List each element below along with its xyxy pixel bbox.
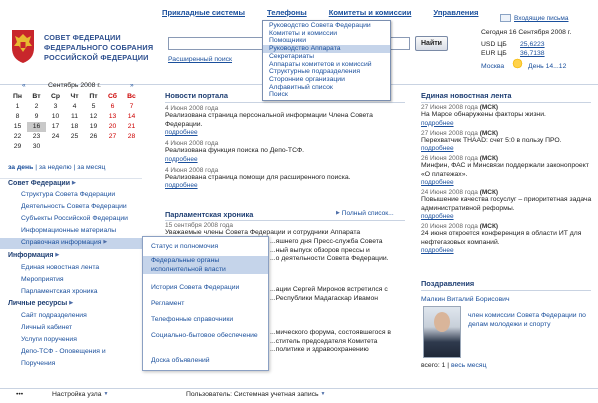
dropdown-item[interactable]: Поиск <box>269 91 288 99</box>
calendar-day[interactable]: 2 <box>34 103 39 110</box>
period-day-link[interactable]: за день <box>8 164 34 171</box>
feed-date: 26 Июня 2008 года (МСК) <box>421 155 499 162</box>
person-name[interactable]: Малкин Виталий Борисович <box>421 296 510 303</box>
extended-search-link[interactable]: Расширенный поиск <box>168 56 233 63</box>
divider <box>421 102 591 103</box>
calendar-day[interactable]: 11 <box>70 113 79 120</box>
divider <box>165 102 405 103</box>
currency-code: USD ЦБ <box>481 41 507 48</box>
dropdown-item[interactable]: Сторонние организации <box>269 75 345 83</box>
site-settings-link[interactable]: Настройка узла ▼ <box>52 391 109 398</box>
divider <box>0 178 142 179</box>
birthdays-total: всего: 1 <box>421 362 446 369</box>
feed-item <box>421 130 593 153</box>
portal-news-title: Новости портала <box>165 91 228 100</box>
calendar-day[interactable]: 25 <box>70 133 79 140</box>
calendar-title: Сентябрь 2008 г. <box>48 82 101 89</box>
chronicle-date: 15 сентября 2008 года <box>165 222 233 229</box>
nav-item[interactable]: Сайт подразделения <box>21 312 87 319</box>
calendar-day[interactable]: 24 <box>51 133 60 140</box>
feed-text: Минфин, ФАС и Минсвязи поддержали законопроект «О платежах». <box>421 162 589 178</box>
flyout-item[interactable]: Социально-бытовое обеспечение <box>151 332 258 339</box>
weekday-label: Вс <box>127 93 136 100</box>
calendar-prev-button[interactable]: « <box>22 82 26 89</box>
currency-code: EUR ЦБ <box>481 50 507 57</box>
flyout-item[interactable]: Статус и полномочия <box>151 243 219 250</box>
news-text: Реализована страница помощи для расширенного поиска. <box>165 173 351 181</box>
feed-date: 27 Июня 2008 года (МСК) <box>421 129 499 137</box>
nav-section-personal[interactable]: Личные ресурсы ▶ <box>8 300 74 307</box>
feed-text: 24 июня откроется конференция в области ИТ для нефтегазовых компаний. <box>421 230 582 246</box>
flyout-item-selected[interactable]: Федеральные органы исполнительной власти <box>143 256 268 274</box>
weather-city: Москва <box>481 63 505 70</box>
more-link[interactable]: подробнее <box>421 213 454 220</box>
feed-date: 20 Июня 2008 года (МСК) <box>421 223 499 230</box>
feed-text: Повышение качества госуслуг – приоритетная задача административной реформы. <box>421 196 592 212</box>
calendar-day[interactable]: 22 <box>13 133 22 140</box>
more-link[interactable]: подробнее <box>421 145 454 152</box>
feed-list <box>421 104 593 257</box>
weekday-label: Сб <box>107 93 118 100</box>
arrow-right-icon: ▶ <box>103 239 108 245</box>
calendar-grid <box>8 92 142 152</box>
feed-date: 24 Июня 2008 года (МСК) <box>421 189 499 196</box>
dropdown-item[interactable]: Структурные подразделения <box>269 68 360 76</box>
person-role: член комиссии Совета Федерации по делам молодежи и спорту <box>468 312 586 328</box>
calendar-day[interactable]: 28 <box>127 133 136 140</box>
currency-value[interactable]: 36,7138 <box>520 50 545 57</box>
chevron-down-icon: ▼ <box>320 391 326 397</box>
coat-of-arms-logo <box>8 28 38 64</box>
flyout-item[interactable]: История Совета Федерации <box>151 284 240 291</box>
nav-item[interactable]: Деятельность Совета Федерации <box>21 203 127 210</box>
feed-item <box>421 155 593 186</box>
weekday-label: Вт <box>32 93 41 100</box>
weekday-label: Чт <box>70 93 79 100</box>
calendar-day[interactable]: 10 <box>51 113 60 120</box>
feed-text: Перехватчик THAAD: счет 5:0 в пользу ПРО. <box>421 136 562 144</box>
arrow-right-icon: ▶ <box>336 210 340 216</box>
feed-item <box>421 189 593 220</box>
calendar-day[interactable]: 26 <box>89 133 98 140</box>
calendar-day[interactable]: 7 <box>129 103 134 110</box>
current-date: Сегодня 16 Сентября 2008 г. <box>481 29 572 36</box>
nav-item[interactable]: Парламентская хроника <box>21 288 98 295</box>
person-face <box>434 312 450 332</box>
calendar-day[interactable]: 27 <box>108 133 117 140</box>
nav-item[interactable]: Личный кабинет <box>21 324 73 331</box>
divider <box>421 290 591 291</box>
calendar-day[interactable]: 9 <box>34 113 39 120</box>
news-text: Реализована функция поиска по Депо-ТСФ. <box>165 147 305 154</box>
current-user[interactable]: Пользователь: Системная учетная запись ▼ <box>186 391 326 398</box>
calendar-day[interactable]: 8 <box>15 113 20 120</box>
calendar-day[interactable]: 30 <box>32 143 41 150</box>
news-date: 4 Июня 2008 года <box>165 105 219 112</box>
portal-news-list <box>165 105 405 189</box>
period-month-link[interactable]: за месяц <box>77 164 106 171</box>
calendar-day[interactable]: 29 <box>13 143 22 150</box>
nav-item[interactable]: Услуги поручения <box>21 336 77 343</box>
calendar-day[interactable]: 4 <box>72 103 77 110</box>
top-navigation <box>162 8 500 20</box>
chronicle-text: ...яшнего дня Пресс-служба Совета ...ный выпуск обзоров прессы и ...о деятельности Совета Федерации. <box>270 238 389 262</box>
more-link[interactable]: подробнее <box>165 129 198 136</box>
birthdays-footer: всего: 1 | весь месяц <box>421 362 487 369</box>
weekday-label: Ср <box>50 93 61 100</box>
calendar-day[interactable]: 12 <box>89 113 98 120</box>
calendar-day[interactable]: 1 <box>15 103 20 110</box>
calendar-day[interactable]: 19 <box>89 123 98 130</box>
birthdays-month-link[interactable]: весь месяц <box>450 362 487 369</box>
dropdown-item[interactable]: Руководство Аппарата <box>263 45 390 53</box>
currency-value[interactable]: 25,6223 <box>520 41 545 48</box>
dots-icon: ••• <box>16 391 24 398</box>
divider <box>165 220 405 221</box>
arrow-right-icon: ▶ <box>69 300 74 306</box>
arrow-right-icon: ▶ <box>71 180 76 186</box>
dropdown-item[interactable]: Помощники <box>269 37 307 45</box>
currency-rates <box>481 40 561 58</box>
calendar-day[interactable]: 16 <box>27 122 46 132</box>
news-date: 4 Июня 2008 года <box>165 140 219 147</box>
chronicle-text: ...ации Сергей Миронов встретился с ...Республики Мадагаскар Ивамон <box>270 286 388 302</box>
more-link[interactable]: подробнее <box>421 119 454 127</box>
dropdown-item[interactable]: Секретариаты <box>269 52 315 60</box>
flyout-item[interactable]: Регламент <box>151 300 185 307</box>
calendar-next-button[interactable]: » <box>130 82 134 89</box>
weather-temp: День 14...12 <box>528 63 567 70</box>
nav-item[interactable]: Субъекты Российской Федерации <box>21 215 128 222</box>
more-link[interactable]: подробнее <box>165 155 198 163</box>
calendar-day[interactable]: 14 <box>127 113 136 120</box>
more-link[interactable]: подробнее <box>421 179 454 186</box>
feed-item <box>421 223 593 254</box>
calendar-day[interactable]: 3 <box>53 103 58 110</box>
feed-text: На Марсе обнаружены факторы жизни. <box>421 111 546 118</box>
weekday-label: Пн <box>13 93 22 100</box>
dropdown-item[interactable]: Аппараты комитетов и комиссий <box>269 60 372 68</box>
more-link[interactable]: подробнее <box>421 247 454 254</box>
chronicle-all-link[interactable]: ▶ Полный список... <box>336 210 394 217</box>
calendar-day[interactable]: 15 <box>13 123 22 130</box>
calendar-day[interactable]: 17 <box>51 123 60 130</box>
nav-item[interactable]: Информационные материалы <box>21 227 117 234</box>
incoming-mail-link[interactable]: Входящие письма <box>514 15 569 22</box>
news-date: 4 Июня 2008 года <box>165 166 219 174</box>
search-button[interactable]: Найти <box>415 36 448 51</box>
calendar-day[interactable]: 13 <box>108 113 117 120</box>
nav-item[interactable]: Мероприятия <box>21 276 64 283</box>
mail-icon[interactable] <box>500 14 511 22</box>
nav-committees[interactable]: Комитеты и комиссии <box>328 8 412 17</box>
calendar-period-links: за день | за неделю | за месяц <box>8 164 106 171</box>
birthdays-title: Поздравления <box>421 279 475 288</box>
calendar-day[interactable]: 21 <box>127 123 136 130</box>
chronicle-text: ...мического форума, состоявшегося в ...ститель председателя Комитета ...политике и здравоохранению <box>270 329 391 353</box>
weekday-label: Пт <box>89 93 98 100</box>
chronicle-text: Уважаемые члены Совета Федерации и сотрудники Аппарата <box>165 229 361 236</box>
flyout-item[interactable]: Телефонные справочники <box>151 316 234 323</box>
nav-item-reference-info[interactable]: Справочная информация ▶ <box>21 239 108 246</box>
dropdown-item[interactable]: Комитеты и комиссии <box>269 29 338 37</box>
calendar-day[interactable]: 20 <box>108 123 117 130</box>
weather[interactable] <box>481 63 566 70</box>
calendar-day[interactable]: 5 <box>91 103 96 110</box>
period-week-link[interactable]: за неделю <box>38 164 72 171</box>
feed-date: 27 Июня 2008 года (МСК) <box>421 104 499 111</box>
sun-icon <box>512 58 523 69</box>
dropdown-item[interactable]: Алфавитный список <box>269 83 333 91</box>
nav-section-federation[interactable]: Совет Федерации ▶ <box>8 180 76 187</box>
news-item <box>165 140 405 163</box>
nav-item[interactable]: Депо-ТСФ - Оповещения и <box>21 348 106 355</box>
nav-applied-systems[interactable]: Прикладные системы <box>162 8 245 17</box>
dropdown-item[interactable]: Руководство Совета Федерации <box>269 22 371 29</box>
arrow-right-icon: ▶ <box>55 252 60 258</box>
calendar-day[interactable]: 23 <box>32 133 41 140</box>
organization-name: СОВЕТ ФЕДЕРАЦИИ ФЕДЕРАЛЬНОГО СОБРАНИЯ РОССИЙСКОЙ ФЕДЕРАЦИИ <box>44 33 154 62</box>
nav-phones[interactable]: Телефоны <box>267 8 307 17</box>
news-item <box>165 105 405 136</box>
news-text: Реализована страница персональной информации Члена Совета Федерации. <box>165 112 373 128</box>
chevron-down-icon: ▼ <box>103 391 109 397</box>
nav-item[interactable]: Структура Совета Федерации <box>21 191 116 198</box>
calendar-day[interactable]: 18 <box>70 123 79 130</box>
nav-item[interactable]: Единая новостная лента <box>21 264 100 271</box>
feed-title: Единая новостная лента <box>421 91 512 100</box>
nav-item[interactable]: Поручения <box>21 360 56 367</box>
more-link[interactable]: подробнее <box>165 182 198 189</box>
reference-info-flyout <box>142 236 269 371</box>
feed-item <box>421 104 593 127</box>
calendar-day[interactable]: 6 <box>110 103 115 110</box>
news-item <box>165 167 405 190</box>
chronicle-title: Парламентская хроника <box>165 210 254 219</box>
phones-dropdown-menu <box>262 20 391 101</box>
nav-departments[interactable]: Управления <box>433 8 479 17</box>
flyout-item[interactable]: Доска объявлений <box>151 357 210 364</box>
nav-section-information[interactable]: Информация ▶ <box>8 252 60 259</box>
